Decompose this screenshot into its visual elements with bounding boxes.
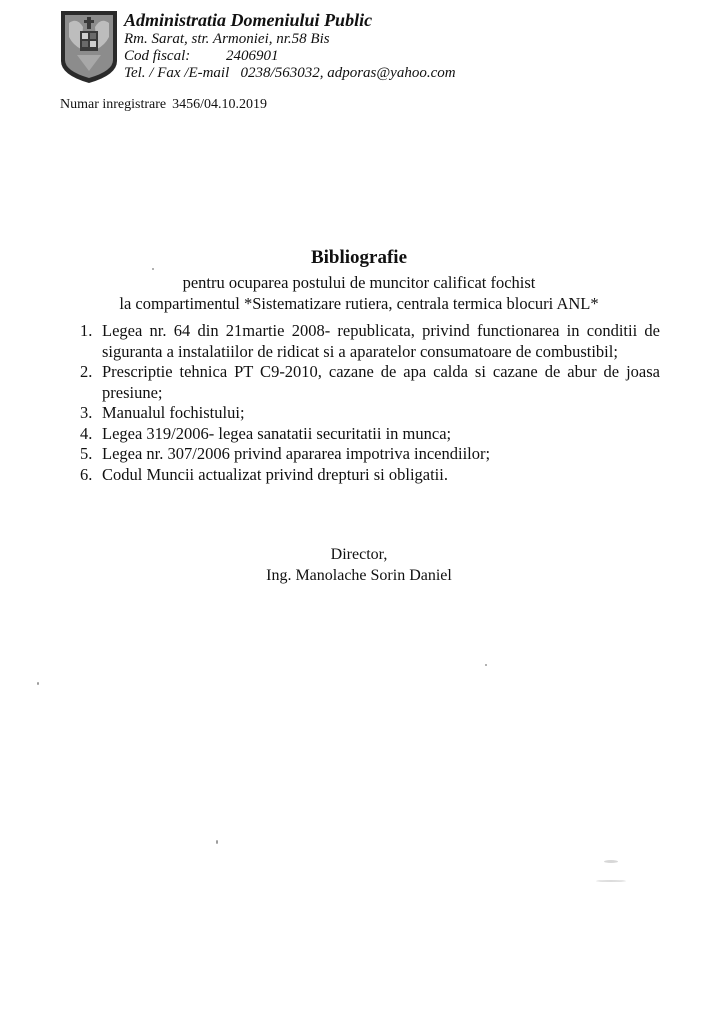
contact-label: Tel. / Fax /E-mail [124,65,230,81]
contact-value: 0238/563032, adporas@yahoo.com [240,65,456,81]
document-subtitle-line2: la compartimentul *Sistematizare rutiera, centrala termica blocuri ANL* [119,294,599,313]
organization-address: Rm. Sarat, str. Armoniei, nr.58 Bis [124,31,330,47]
coat-of-arms-icon [59,9,119,85]
registration-value: 3456/04.10.2019 [172,97,268,112]
item-text: Legea nr. 307/2006 privind apararea impotriva incendiilor; [102,444,491,463]
signatory-name: Ing. Manolache Sorin Daniel [266,567,452,584]
signature-block [0,544,718,586]
organization-name: Administratia Domeniului Public [124,10,373,30]
item-text: Legea 319/2006- legea sanatatii securitatii in munca; [102,423,452,443]
signatory-role: Director, [330,546,388,563]
document-subtitle-line1: pentru ocuparea postului de muncitor calificat fochist [182,273,536,292]
scan-speck [604,860,618,863]
scan-speck [152,268,154,270]
item-text: Codul Muncii actualizat privind drepturi si obligatii. [102,464,448,484]
bibliography-item [80,403,660,424]
item-number: 4. [80,423,93,443]
item-number: 6. [80,464,93,484]
fiscal-code-label: Cod fiscal: [124,48,191,64]
bibliography-item [80,362,660,403]
document-title: Bibliografie [310,247,408,268]
item-text: Prescriptie tehnica PT C9-2010, cazane de apa calda si cazane de abur de joasa presiune; [102,362,660,402]
registration-label: Numar inregistrare [60,97,167,112]
item-text: Legea nr. 64 din 21martie 2008- republicata, privind functionarea in conditii de siguranta a instalatiilor de ridicat si a aparatelor consumatoare de combustibil; [102,321,660,361]
bibliography-item [80,321,660,362]
fiscal-code-value: 2406901 [226,48,279,64]
scan-speck [485,664,487,666]
item-number: 1. [80,321,93,340]
item-text: Manualul fochistului; [102,403,245,422]
contact-row [124,65,456,82]
bibliography-item [80,424,660,445]
bibliography-list [80,321,660,485]
registration-number [60,97,267,113]
item-number: 5. [80,444,93,463]
item-number: 2. [80,362,93,381]
scan-speck [37,682,39,685]
fiscal-code-row [124,48,456,65]
bibliography-item [80,444,660,465]
scan-speck [596,880,626,882]
letterhead [124,9,456,82]
bibliography-item [80,465,660,486]
item-number: 3. [80,403,93,422]
scan-speck [216,840,218,844]
